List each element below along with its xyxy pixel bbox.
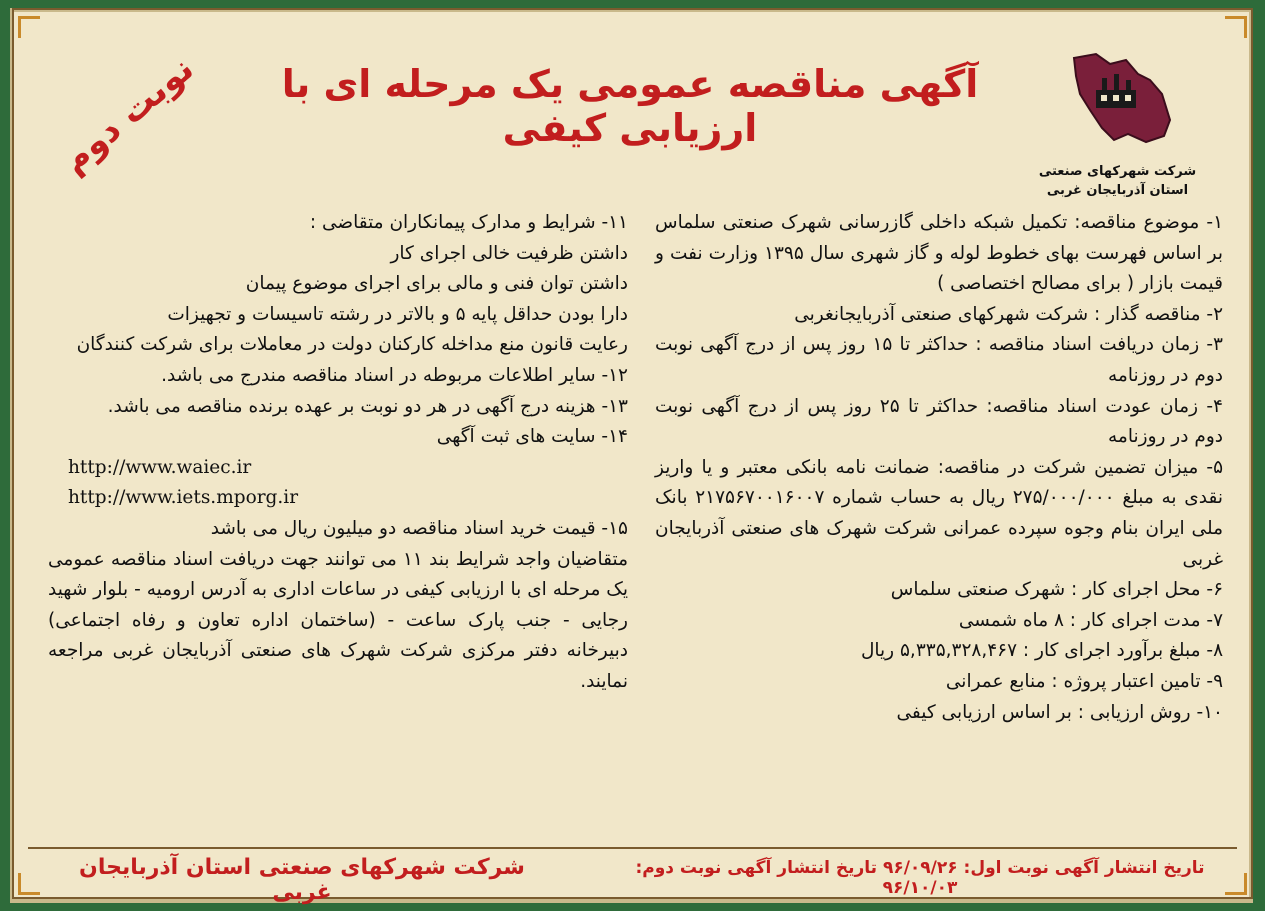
- company-line: استان آذربایجان غربی: [1046, 183, 1189, 198]
- right-column: [655, 208, 1223, 728]
- condition-line: دارا بودن حداقل پایه ۵ و بالاتر در رشته تاسیسات و تجهیزات: [167, 303, 628, 325]
- list-item: ۱۰- روش ارزیابی : بر اساس ارزیابی کیفی: [896, 701, 1223, 723]
- iran-map-logo-icon: [1066, 50, 1176, 150]
- condition-line: داشتن ظرفیت خالی اجرای کار: [390, 242, 628, 264]
- website-link[interactable]: http://www.iets.mporg.ir: [68, 487, 299, 509]
- corner-ornament: [1225, 16, 1247, 38]
- list-item: ۱- موضوع مناقصه: تکمیل شبکه داخلی گازرسانی شهرک صنعتی سلماس بر اساس فهرست بهای خطوط لوله و گاز شهری سال ۱۳۹۵ وزارت نفت و قیمت بازار ( برای مصالح اختصاصی ): [655, 212, 1223, 295]
- corner-ornament: [18, 16, 40, 38]
- company-line: شرکت شهرکهای صنعتی: [1038, 164, 1197, 179]
- closing-paragraph: متقاضیان واجد شرایط بند ۱۱ می توانند جهت دریافت اسناد مناقصه عمومی یک مرحله ای با ارزیابی کیفی در ساعات اداری به آدرس ارومیه - بلوار شهید رجایی - جنب پارک ساعت - (ساختمان اداره تعاون و رفاه اجتماعی) دبیرخانه دفتر مرکزی شرکت شهرک های صنعتی آذربایجان غربی مراجعه نمایند.: [48, 548, 629, 692]
- list-item: ۳- زمان دریافت اسناد مناقصه : حداکثر تا ۱۵ روز پس از درج آگهی نوبت دوم در روزنامه: [655, 334, 1223, 386]
- list-item: ۱۴- سایت های ثبت آگهی: [436, 426, 628, 448]
- website-link[interactable]: http://www.waiec.ir: [68, 456, 252, 478]
- footer-dates: تاریخ انتشار آگهی نوبت اول: ۹۶/۰۹/۲۶ تاریخ انتشار آگهی نوبت دوم: ۹۶/۱۰/۰۳: [635, 858, 1205, 898]
- list-item: ۱۵- قیمت خرید اسناد مناقصه دو میلیون ریال می باشد: [210, 517, 628, 539]
- list-item: ۱۱- شرایط و مدارک پیمانکاران متقاضی :: [309, 212, 628, 233]
- company-name: [1030, 162, 1205, 200]
- condition-line: رعایت قانون منع مداخله کارکنان دولت در معاملات برای شرکت کنندگان: [76, 334, 628, 356]
- list-item: ۵- میزان تضمین شرکت در مناقصه: ضمانت نامه بانکی معتبر و یا واریز نقدی به مبلغ ۲۷۵/۰۰۰/۰۰۰ ریال به حساب شماره ۲۱۷۵۶۷۰۰۱۶۰۰۷ بانک ملی ایران بنام وجوه سپرده عمرانی شرکت شهرک های صنعتی آذربایجان غربی: [655, 456, 1224, 570]
- list-item: ۱۲- سایر اطلاعات مربوطه در اسناد مناقصه مندرج می باشد.: [161, 364, 628, 386]
- list-item: ۴- زمان عودت اسناد مناقصه: حداکثر تا ۲۵ روز پس از درج آگهی نوبت دوم در روزنامه: [655, 395, 1223, 448]
- condition-line: داشتن توان فنی و مالی برای اجرای موضوع پیمان: [245, 273, 628, 295]
- list-item: ۶- محل اجرای کار : شهرک صنعتی سلماس: [890, 579, 1223, 601]
- round-stamp: نوبت دوم: [54, 48, 202, 182]
- list-item: ۸- مبلغ برآورد اجرای کار : ۵,۳۳۵,۳۲۸,۴۶۷ ریال: [860, 640, 1223, 662]
- notice-title: آگهی مناقصه عمومی یک مرحله ای با ارزیابی کیفی: [281, 62, 979, 150]
- list-item: ۱۳- هزینه درج آگهی در هر دو نوبت بر عهده برنده مناقصه می باشد.: [107, 395, 628, 417]
- list-item: ۲- مناقصه گذار : شرکت شهرکهای صنعتی آذربایجانغربی: [794, 303, 1223, 325]
- list-item: ۷- مدت اجرای کار : ۸ ماه شمسی: [958, 609, 1223, 631]
- left-column: [48, 208, 628, 698]
- footer-company: شرکت شهرکهای صنعتی استان آذربایجان غربی: [79, 855, 525, 905]
- list-item: ۹- تامین اعتبار پروژه : منابع عمرانی: [945, 670, 1223, 692]
